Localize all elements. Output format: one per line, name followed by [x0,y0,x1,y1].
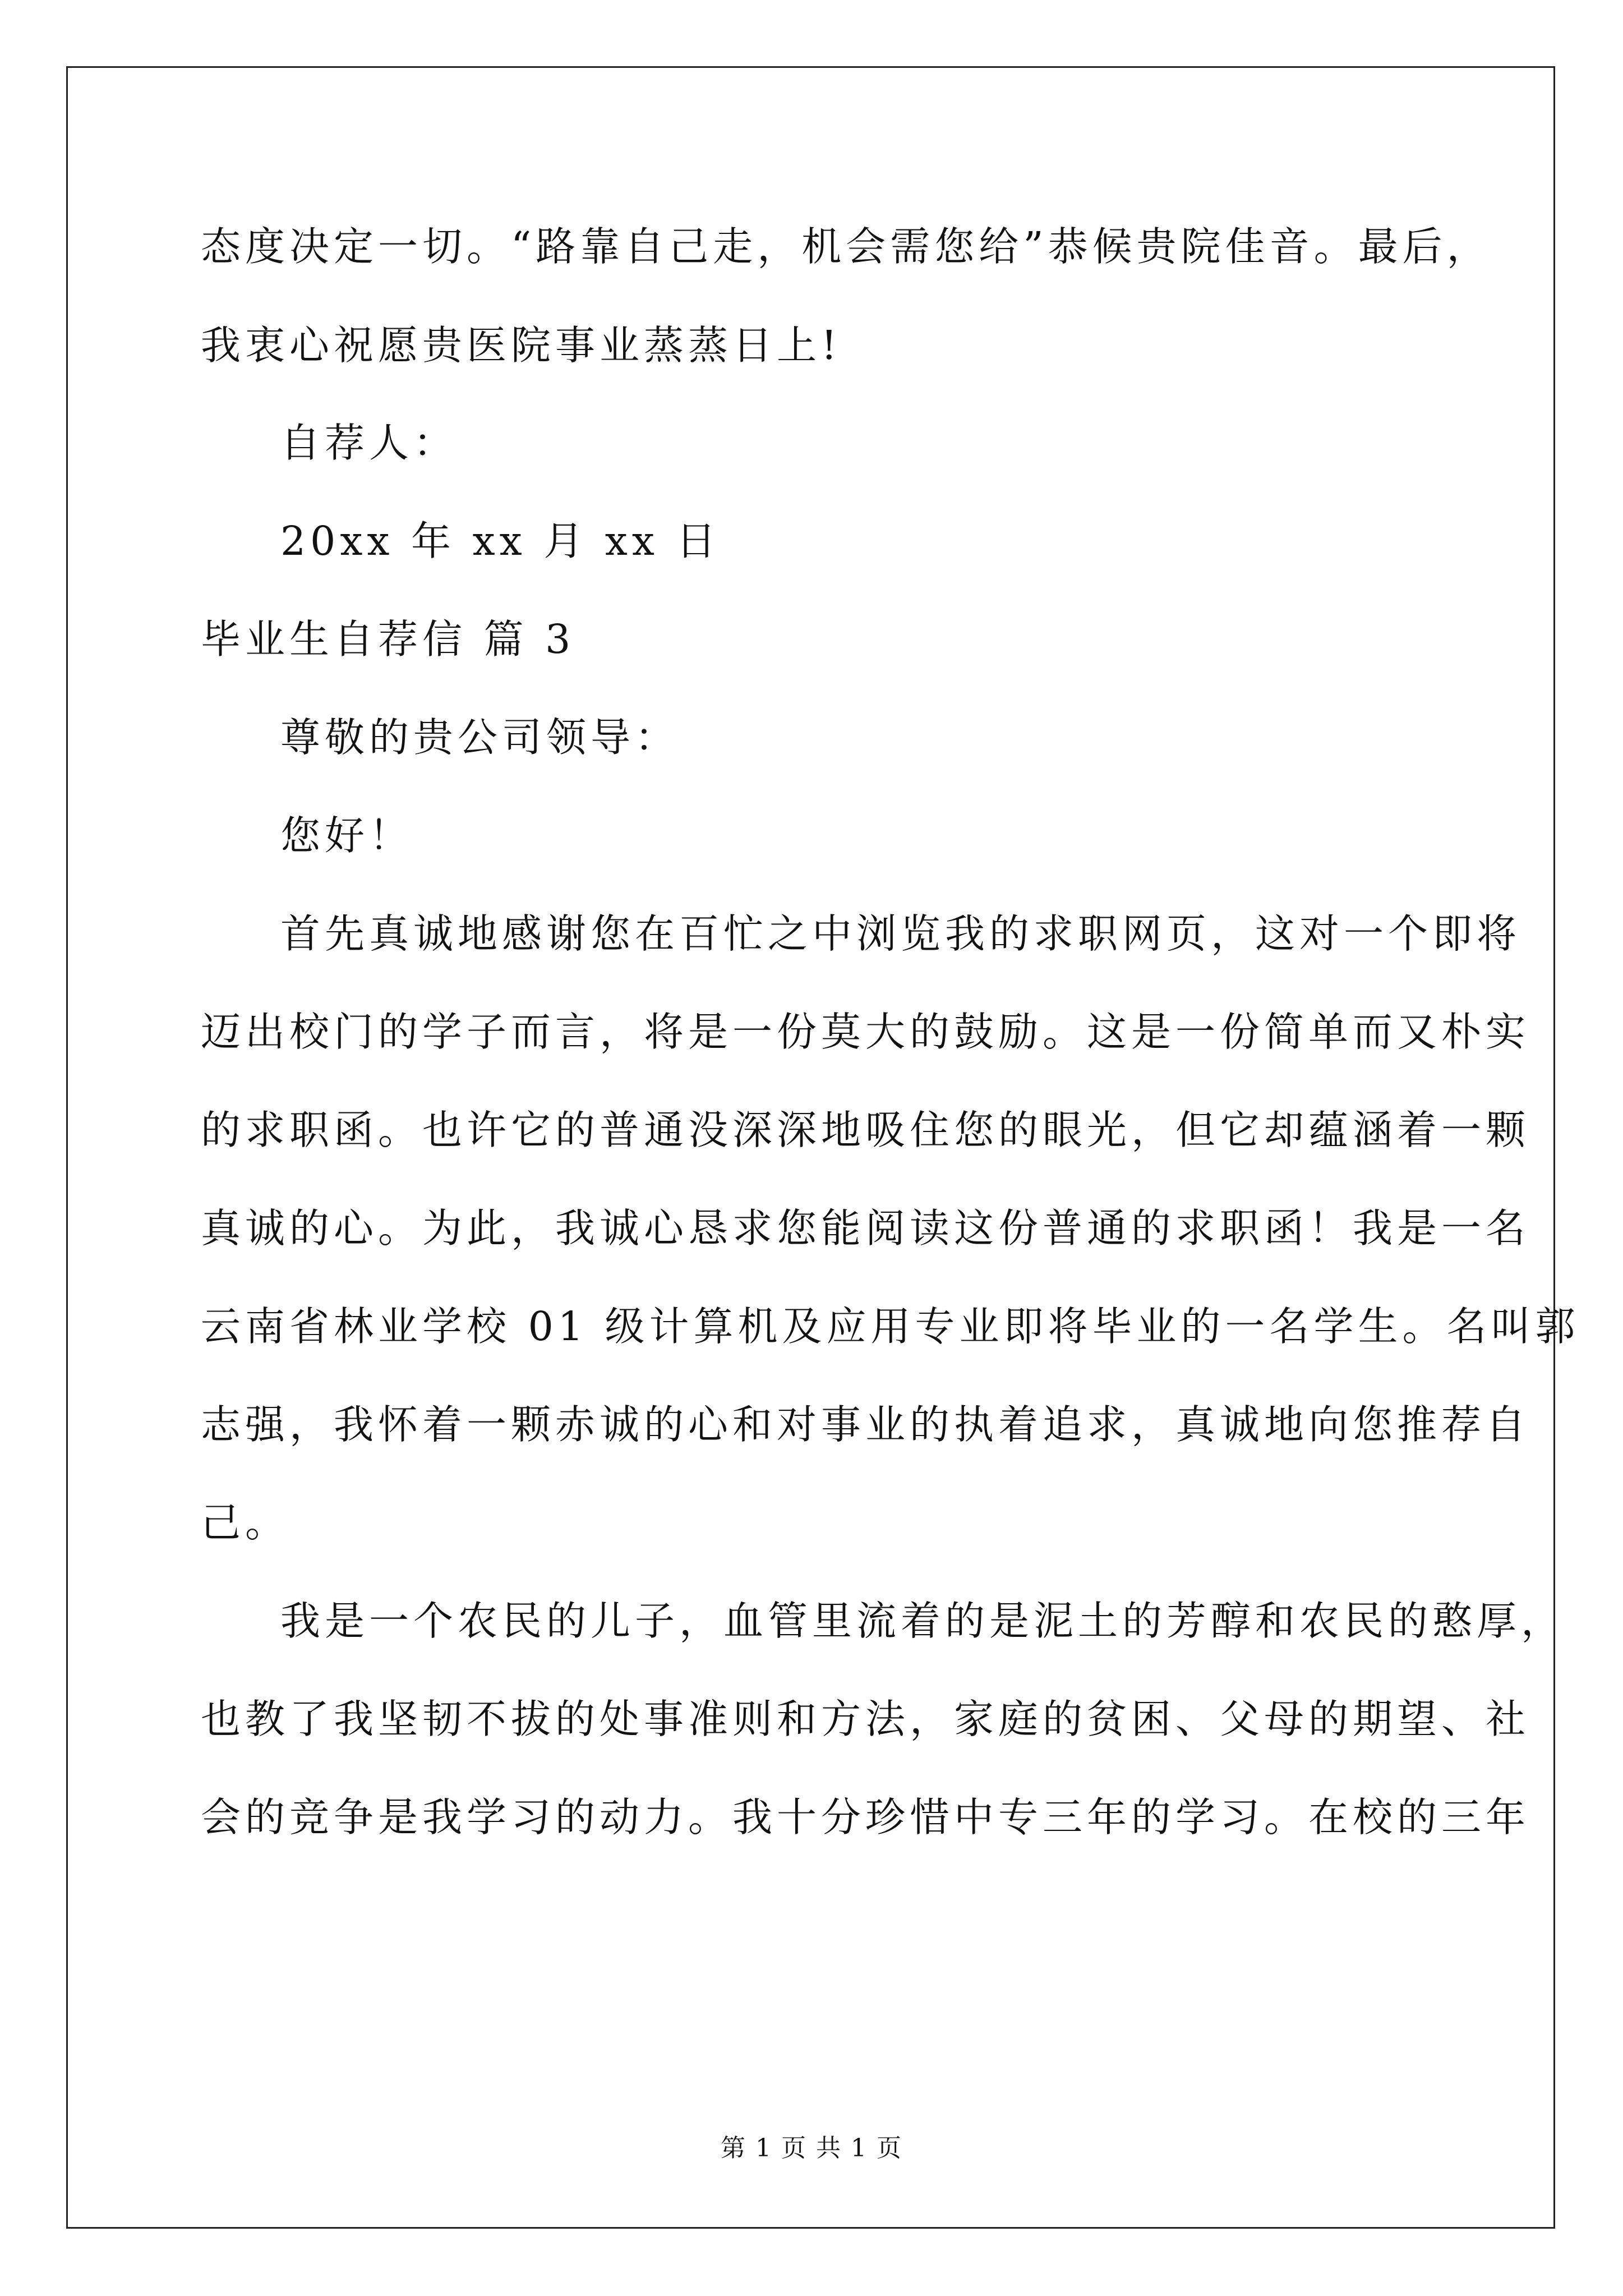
body-line: 的求职函。也许它的普通没深深地吸住您的眼光，但它却蕴涵着一颗 [201,1107,1530,1153]
body-line: 也教了我坚韧不拔的处事准则和方法，家庭的贫困、父母的期望、社 [201,1696,1530,1742]
body-line: 志强，我怀着一颗赤诚的心和对事业的执着追求，真诚地向您推荐自 [201,1401,1530,1448]
body-line: 首先真诚地感谢您在百忙之中浏览我的求职网页，这对一个即将 [280,910,1521,957]
salutation: 尊敬的贵公司领导： [280,714,680,761]
body-line: 云南省林业学校 01 级计算机及应用专业即将毕业的一名学生。名叫郭 [201,1303,1580,1350]
body-line: 我是一个农民的儿子，血管里流着的是泥土的芳醇和农民的憨厚， [280,1598,1566,1644]
section-heading: 毕业生自荐信 篇 3 [201,616,575,662]
greeting: 您好！ [280,812,414,859]
date-line: 20xx 年 xx 月 xx 日 [280,518,721,564]
signature-label: 自荐人： [280,420,458,466]
body-line: 会的竞争是我学习的动力。我十分珍惜中专三年的学习。在校的三年 [201,1794,1530,1841]
body-line: 己。 [201,1499,290,1546]
body-line: 真诚的心。为此，我诚心恳求您能阅读这份普通的求职函！我是一名 [201,1205,1530,1251]
body-line: 我衷心祝愿贵医院事业蒸蒸日上! [201,322,842,369]
body-line: 态度决定一切。“路靠自己走，机会需您给”恭候贵院佳音。最后， [201,223,1491,270]
page-footer: 第 1 页 共 1 页 [721,2134,902,2162]
body-line: 迈出校门的学子而言，将是一份莫大的鼓励。这是一份简单而又朴实 [201,1009,1530,1055]
